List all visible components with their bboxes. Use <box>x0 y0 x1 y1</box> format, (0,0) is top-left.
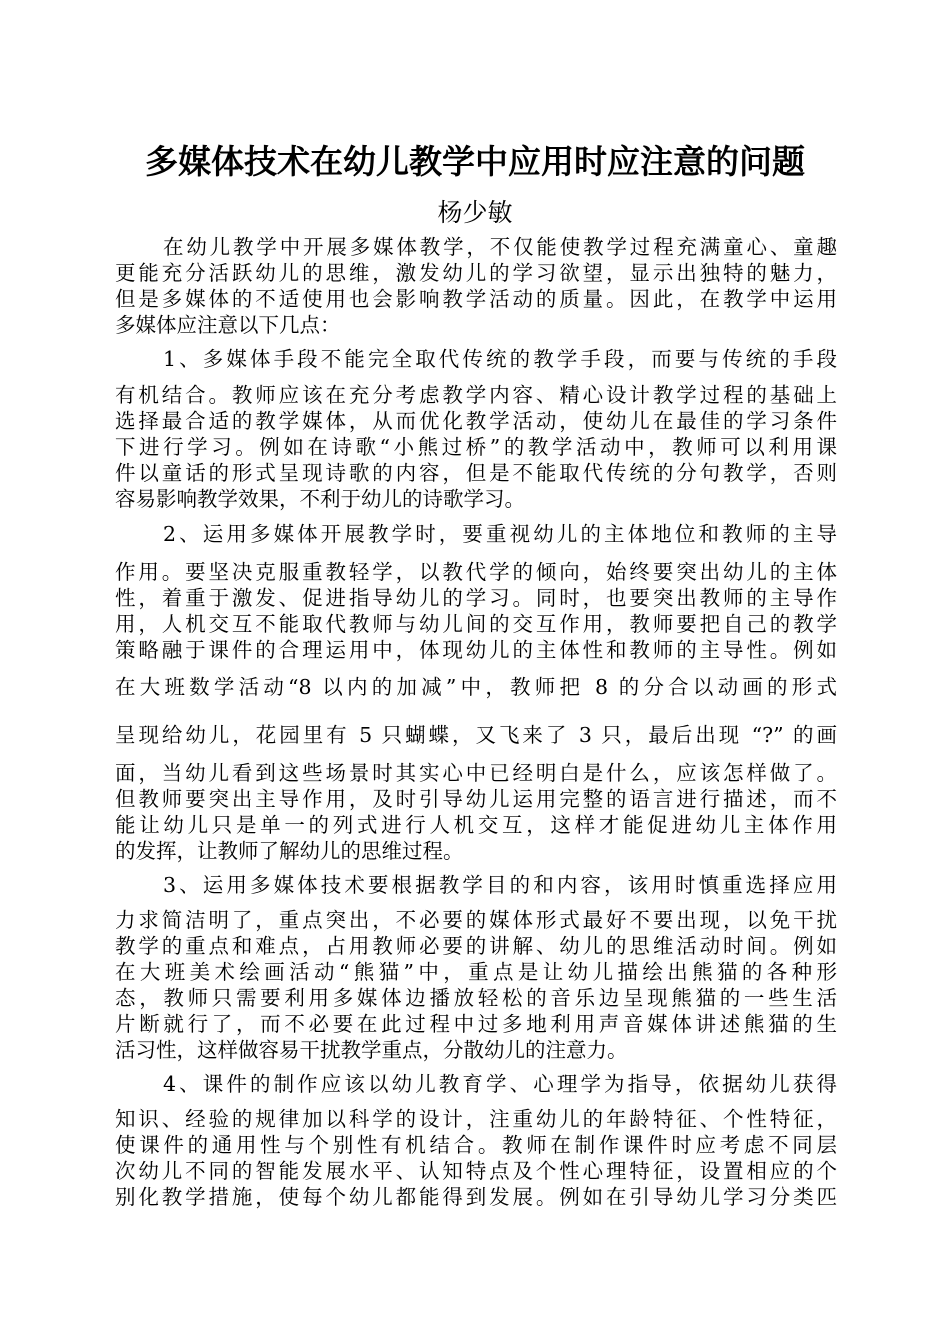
text-line: 的发挥，让教师了解幼儿的思维过程。 <box>115 839 464 863</box>
text-line: 面，当幼儿看到这些场景时其实心中已经明白是什么，应该怎样做了。 <box>115 761 837 785</box>
text-line: 1、多媒体手段不能完全取代传统的教学手段，而要与传统的手段 <box>163 347 837 371</box>
text-line: 但教师要突出主导作用，及时引导幼儿运用完整的语言进行描述，而不 <box>115 787 837 811</box>
text-line: 多媒体应注意以下几点： <box>115 313 341 337</box>
text-line: 使课件的通用性与个别性有机结合。教师在制作课件时应考虑不同层 <box>115 1133 837 1157</box>
text-line: 3、运用多媒体技术要根据教学目的和内容，该用时慎重选择应用 <box>163 873 837 897</box>
text-line: 别化教学措施，使每个幼儿都能得到发展。例如在引导幼儿学习分类匹 <box>115 1185 837 1209</box>
text-line: 力求简洁明了，重点突出，不必要的媒体形式最好不要出现，以免干扰 <box>115 908 837 932</box>
text-line: 选择最合适的教学媒体，从而优化教学活动，使幼儿在最佳的学习条件 <box>115 409 837 433</box>
text-line: 更能充分活跃幼儿的思维，激发幼儿的学习欲望，显示出独特的魅力， <box>115 261 837 285</box>
text-line: 性，着重于激发、促进指导幼儿的学习。同时，也要突出教师的主导作 <box>115 586 837 610</box>
text-line: 能让幼儿只是单一的列式进行人机交互，这样才能促进幼儿主体作用 <box>115 813 837 837</box>
text-line: 在大班美术绘画活动“熊猫”中，重点是让幼儿描绘出熊猫的各种形 <box>115 960 837 984</box>
text-line: 策略融于课件的合理运用中，体现幼儿的主体性和教师的主导性。例如 <box>115 638 837 662</box>
text-line: 有机结合。教师应该在充分考虑教学内容、精心设计教学过程的基础上 <box>115 383 837 407</box>
text-line: 2、运用多媒体开展教学时，要重视幼儿的主体地位和教师的主导 <box>163 522 837 546</box>
document-author: 杨少敏 <box>437 198 513 227</box>
text-line: 态，教师只需要利用多媒体边播放轻松的音乐边呈现熊猫的一些生活 <box>115 986 837 1010</box>
text-line: 次幼儿不同的智能发展水平、认知特点及个性心理特征，设置相应的个 <box>115 1159 837 1183</box>
text-line: 在大班数学活动“8 以内的加减”中，教师把 8 的分合以动画的形式 <box>115 675 837 699</box>
text-line: 在幼儿教学中开展多媒体教学，不仅能使教学过程充满童心、童趣 <box>163 235 837 259</box>
document-title: 多媒体技术在幼儿教学中应用时应注意的问题 <box>145 142 805 181</box>
text-line: 4、课件的制作应该以幼儿教育学、心理学为指导，依据幼儿获得 <box>163 1072 837 1096</box>
text-line: 但是多媒体的不适使用也会影响教学活动的质量。因此，在教学中运用 <box>115 287 837 311</box>
text-line: 用，人机交互不能取代教师与幼儿间的交互作用，教师要把自己的教学 <box>115 612 837 636</box>
text-line: 作用。要坚决克服重教轻学，以教代学的倾向，始终要突出幼儿的主体 <box>115 560 837 584</box>
text-line: 容易影响教学效果，不利于幼儿的诗歌学习。 <box>115 487 525 511</box>
text-line: 知识、经验的规律加以科学的设计，注重幼儿的年龄特征、个性特征， <box>115 1107 837 1131</box>
text-line: 片断就行了，而不必要在此过程中过多地利用声音媒体讲述熊猫的生 <box>115 1012 837 1036</box>
text-line: 件以童话的形式呈现诗歌的内容，但是不能取代传统的分句教学，否则 <box>115 461 837 485</box>
text-line: 教学的重点和难点，占用教师必要的讲解、幼儿的思维活动时间。例如 <box>115 934 837 958</box>
text-line: 下进行学习。例如在诗歌“小熊过桥”的教学活动中，教师可以利用课 <box>115 435 837 459</box>
text-line: 活习性，这样做容易干扰教学重点，分散幼儿的注意力。 <box>115 1038 628 1062</box>
text-line: 呈现给幼儿，花园里有 5 只蝴蝶，又飞来了 3 只，最后出现 “?” 的画 <box>115 723 837 747</box>
